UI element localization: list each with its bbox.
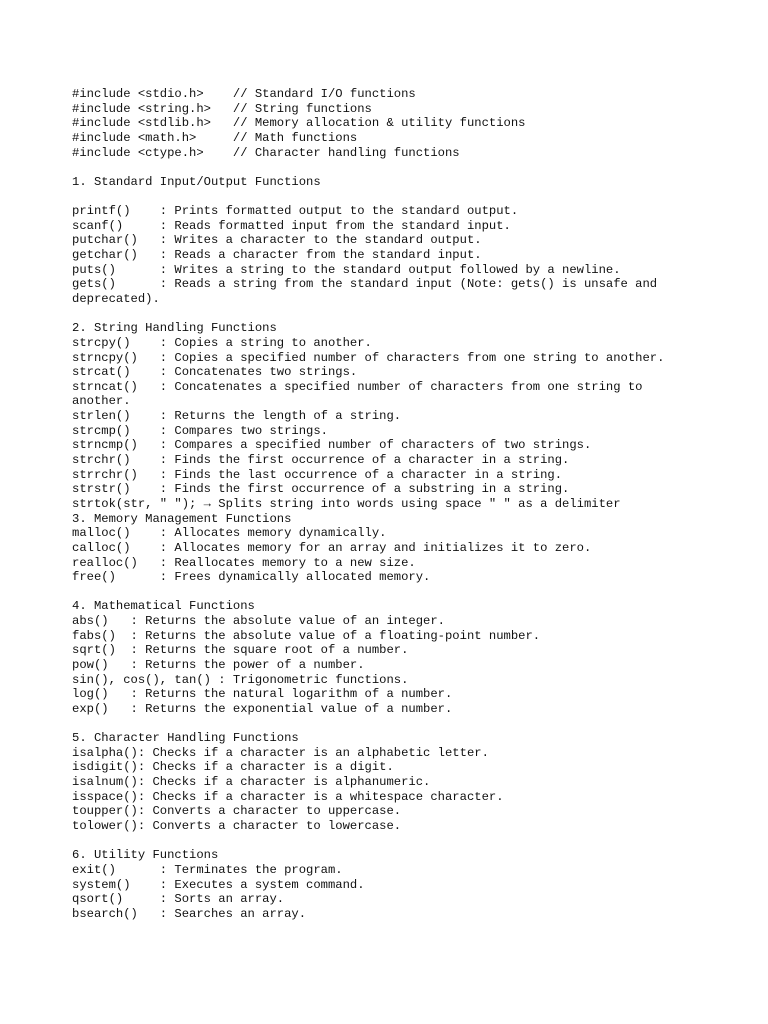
text-line: strstr() : Finds the first occurrence of a substring in a string. [72, 482, 570, 497]
text-line: bsearch() : Searches an array. [72, 906, 307, 921]
text-line: exit() : Terminates the program. [72, 862, 343, 877]
text-line: #include <stdio.h> // Standard I/O functions [72, 87, 416, 101]
text-line: putchar() : Writes a character to the standard output. [72, 233, 482, 248]
text-line: #include <string.h> // String functions [72, 101, 372, 116]
text-line: exp() : Returns the exponential value of a number. [72, 701, 453, 716]
text-line: 5. Character Handling Functions [72, 731, 299, 746]
text-line: fabs() : Returns the absolute value of a floating-point number. [72, 628, 541, 643]
text-line: strncmp() : Compares a specified number of characters of two strings. [72, 438, 592, 453]
text-line: strcat() : Concatenates two strings. [72, 365, 358, 380]
blank-line [72, 307, 712, 322]
text-line: isalnum(): Checks if a character is alphanumeric. [72, 775, 431, 790]
text-line: getchar() : Reads a character from the standard input. [72, 248, 482, 263]
text-line: strrchr() : Finds the last occurrence of a character in a string. [72, 467, 563, 482]
text-line: 4. Mathematical Functions [72, 599, 255, 614]
blank-line [72, 585, 712, 600]
text-line: calloc() : Allocates memory for an array and initializes it to zero. [72, 540, 592, 555]
text-line: #include <math.h> // Math functions [72, 130, 358, 145]
text-line: free() : Frees dynamically allocated memory. [72, 570, 431, 585]
text-line: isalpha(): Checks if a character is an alphabetic letter. [72, 745, 489, 760]
text-line: 6. Utility Functions [72, 848, 219, 863]
text-line: scanf() : Reads formatted input from the standard input. [72, 218, 511, 233]
text-line: strncpy() : Copies a specified number of characters from one string to another. [72, 350, 665, 365]
text-line: system() : Executes a system command. [72, 877, 365, 892]
text-line: another. [72, 394, 131, 409]
text-line: sqrt() : Returns the square root of a number. [72, 643, 409, 658]
text-line: puts() : Writes a string to the standard output followed by a newline. [72, 262, 621, 277]
text-line: strchr() : Finds the first occurrence of a character in a string. [72, 453, 570, 468]
text-line: sin(), cos(), tan() : Trigonometric functions. [72, 672, 409, 687]
text-line: toupper(): Converts a character to uppercase. [72, 804, 402, 819]
text-line: deprecated). [72, 291, 160, 306]
text-line: #include <ctype.h> // Character handling functions [72, 145, 460, 160]
text-line: #include <stdlib.h> // Memory allocation & utility functions [72, 116, 526, 131]
text-line: strncat() : Concatenates a specified number of characters from one string to [72, 379, 643, 394]
text-line: printf() : Prints formatted output to the standard output. [72, 204, 519, 219]
text-line: strcpy() : Copies a string to another. [72, 335, 372, 350]
text-line: strtok(str, " "); → Splits string into words using space " " as a delimiter [72, 496, 621, 511]
text-line: 3. Memory Management Functions [72, 511, 292, 526]
blank-line [72, 834, 712, 849]
text-line: realloc() : Reallocates memory to a new size. [72, 555, 416, 570]
text-line: 2. String Handling Functions [72, 321, 277, 336]
text-line: isspace(): Checks if a character is a whitespace character. [72, 789, 504, 804]
text-line: abs() : Returns the absolute value of an integer. [72, 614, 445, 629]
blank-line [72, 717, 712, 732]
blank-line [72, 160, 712, 175]
text-line: isdigit(): Checks if a character is a digit. [72, 760, 394, 775]
blank-line [72, 189, 712, 204]
text-line: strlen() : Returns the length of a string. [72, 409, 402, 424]
text-line: malloc() : Allocates memory dynamically. [72, 526, 387, 541]
text-line: log() : Returns the natural logarithm of a number. [72, 687, 453, 702]
text-line: tolower(): Converts a character to lowercase. [72, 819, 402, 834]
text-line: 1. Standard Input/Output Functions [72, 174, 321, 189]
text-line: gets() : Reads a string from the standard input (Note: gets() is unsafe and [72, 277, 658, 292]
text-line: pow() : Returns the power of a number. [72, 657, 365, 672]
text-line: qsort() : Sorts an array. [72, 892, 285, 907]
document-body [72, 87, 712, 922]
text-line: strcmp() : Compares two strings. [72, 423, 328, 438]
